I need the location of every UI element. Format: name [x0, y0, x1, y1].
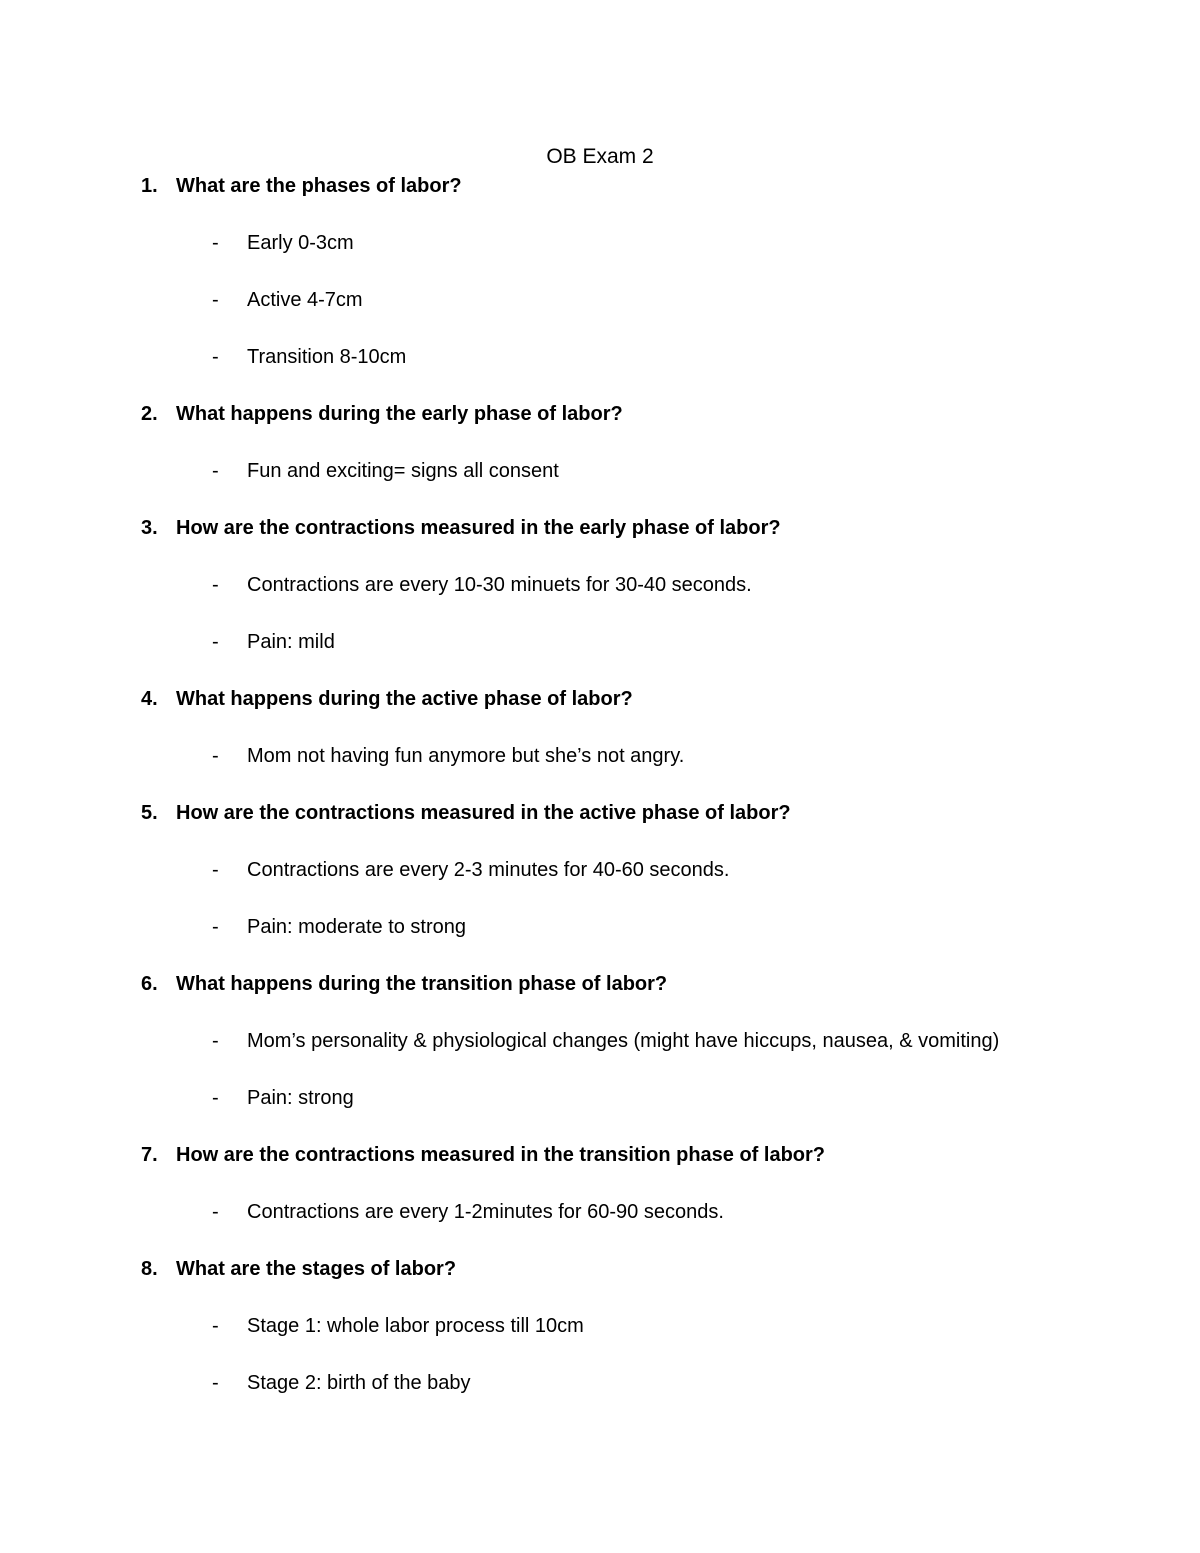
question-item: [0, 1141, 1200, 1227]
answer-item: [0, 1312, 1200, 1341]
answer-list: [0, 1198, 1200, 1227]
question-heading: [0, 1141, 1200, 1170]
question-text: What happens during the transition phase of labor?: [176, 973, 668, 995]
bullet-dash: -: [212, 232, 219, 254]
question-number: 4.: [141, 688, 158, 710]
answer-item: [0, 1027, 1200, 1056]
bullet-dash: -: [212, 745, 219, 767]
bullet-dash: -: [212, 289, 219, 311]
bullet-dash: -: [212, 574, 219, 596]
answer-text: Contractions are every 10-30 minuets for 30-40 seconds.: [247, 574, 752, 596]
answer-text: Pain: strong: [247, 1087, 354, 1109]
answer-text: Fun and exciting= signs all consent: [247, 460, 559, 482]
question-number: 2.: [141, 403, 158, 425]
question-text: What are the stages of labor?: [176, 1258, 457, 1280]
question-list: [0, 172, 1200, 1426]
answer-item: [0, 1198, 1200, 1227]
answer-text: Pain: mild: [247, 631, 335, 653]
question-heading: [0, 970, 1200, 999]
answer-list: [0, 457, 1200, 486]
answer-list: [0, 856, 1200, 942]
answer-text: Mom not having fun anymore but she’s not angry.: [247, 745, 685, 767]
question-number: 8.: [141, 1258, 158, 1280]
answer-item: [0, 1369, 1200, 1398]
question-item: [0, 1255, 1200, 1398]
question-item: [0, 685, 1200, 771]
question-text: How are the contractions measured in the active phase of labor?: [176, 802, 791, 824]
document-title: OB Exam 2: [546, 145, 654, 168]
answer-item: [0, 628, 1200, 657]
answer-item: [0, 286, 1200, 315]
answer-item: [0, 913, 1200, 942]
answer-text: Mom’s personality & physiological changes (might have hiccups, nausea, & vomiting): [247, 1030, 1000, 1052]
question-number: 1.: [141, 175, 158, 197]
question-text: What happens during the early phase of labor?: [176, 403, 623, 425]
bullet-dash: -: [212, 460, 219, 482]
question-number: 5.: [141, 802, 158, 824]
question-heading: [0, 172, 1200, 201]
question-number: 3.: [141, 517, 158, 539]
answer-list: [0, 742, 1200, 771]
answer-text: Contractions are every 2-3 minutes for 40-60 seconds.: [247, 859, 730, 881]
answer-item: [0, 343, 1200, 372]
question-item: [0, 970, 1200, 1113]
bullet-dash: -: [212, 631, 219, 653]
question-heading: [0, 400, 1200, 429]
question-text: What are the phases of labor?: [176, 175, 462, 197]
bullet-dash: -: [212, 1372, 219, 1394]
question-text: How are the contractions measured in the transition phase of labor?: [176, 1144, 826, 1166]
answer-list: [0, 1312, 1200, 1398]
question-item: [0, 172, 1200, 372]
answer-item: [0, 229, 1200, 258]
question-heading: [0, 799, 1200, 828]
answer-text: Stage 2: birth of the baby: [247, 1372, 471, 1394]
question-item: [0, 799, 1200, 942]
bullet-dash: -: [212, 916, 219, 938]
question-heading: [0, 1255, 1200, 1284]
answer-item: [0, 457, 1200, 486]
question-number: 6.: [141, 973, 158, 995]
bullet-dash: -: [212, 346, 219, 368]
question-heading: [0, 685, 1200, 714]
question-item: [0, 514, 1200, 657]
answer-item: [0, 1084, 1200, 1113]
answer-text: Stage 1: whole labor process till 10cm: [247, 1315, 584, 1337]
answer-list: [0, 571, 1200, 657]
answer-text: Active 4-7cm: [247, 289, 363, 311]
question-item: [0, 400, 1200, 486]
answer-text: Transition 8-10cm: [247, 346, 407, 368]
question-heading: [0, 514, 1200, 543]
answer-item: [0, 571, 1200, 600]
answer-list: [0, 229, 1200, 372]
bullet-dash: -: [212, 859, 219, 881]
bullet-dash: -: [212, 1087, 219, 1109]
question-text: What happens during the active phase of labor?: [176, 688, 633, 710]
answer-text: Pain: moderate to strong: [247, 916, 467, 938]
answer-list: [0, 1027, 1200, 1113]
answer-item: [0, 742, 1200, 771]
question-text: How are the contractions measured in the early phase of labor?: [176, 517, 781, 539]
question-number: 7.: [141, 1144, 158, 1166]
answer-text: Contractions are every 1-2minutes for 60-90 seconds.: [247, 1201, 724, 1223]
bullet-dash: -: [212, 1030, 219, 1052]
answer-text: Early 0-3cm: [247, 232, 354, 254]
bullet-dash: -: [212, 1315, 219, 1337]
bullet-dash: -: [212, 1201, 219, 1223]
answer-item: [0, 856, 1200, 885]
